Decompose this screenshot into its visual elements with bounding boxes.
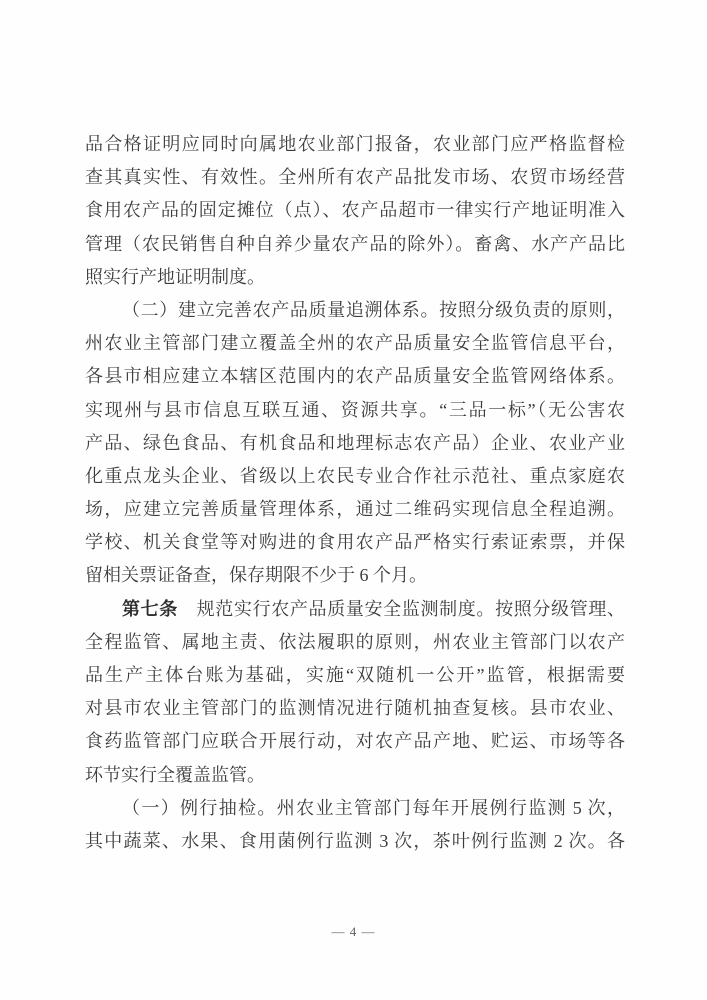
text-line: 州农业主管部门建立覆盖全州的农产品质量安全监管信息平台， (85, 333, 625, 354)
text-line: 食用农产品的固定摊位（点）、农产品超市一律实行产地证明准入 (85, 200, 625, 221)
text-line: 化重点龙头企业、省级以上农民专业合作社示范社、重点家庭农 (85, 465, 625, 486)
text-line: 查其真实性、有效性。全州所有农产品批发市场、农贸市场经营 (85, 167, 625, 188)
article-number-label: 第七条 (122, 598, 178, 619)
text-line-paragraph-start: （一）例行抽检。州农业主管部门每年开展例行监测 5 次， (122, 797, 625, 818)
text-line: 实现州与县市信息互联互通、资源共享。“三品一标”（无公害农 (85, 399, 625, 420)
text-line: 学校、机关食堂等对购进的食用农产品严格实行索证索票，并保 (85, 532, 625, 553)
article-heading-text: 规范实行农产品质量安全监测制度。按照分级管理、 (177, 598, 625, 619)
text-line: 对县市农业主管部门的监测情况进行随机抽查复核。县市农业、 (85, 698, 625, 719)
text-line: 各县市相应建立本辖区范围内的农产品质量安全监管网络体系。 (85, 366, 625, 387)
text-line: 场，应建立完善质量管理体系，通过二维码实现信息全程追溯。 (85, 499, 625, 520)
document-body (85, 128, 625, 858)
text-line: 全程监管、属地主责、依法履职的原则，州农业主管部门以农产 (85, 631, 625, 652)
page-number: — 4 — (331, 924, 376, 939)
text-line: 照实行产地证明制度。 (85, 266, 265, 287)
text-line: 管理（农民销售自种自养少量农产品的除外）。畜禽、水产产品比 (85, 233, 625, 254)
text-line-article-heading (85, 593, 625, 626)
text-line: 其中蔬菜、水果、食用菌例行监测 3 次，茶叶例行监测 2 次。各 (85, 830, 625, 851)
text-line: 食药监管部门应联合开展行动，对农产品产地、贮运、市场等各 (85, 731, 625, 752)
text-line: 环节实行全覆盖监管。 (85, 764, 265, 785)
text-line: 产品、绿色食品、有机食品和地理标志农产品）企业、农业产业 (85, 432, 625, 453)
text-line-paragraph-start: （二）建立完善农产品质量追溯体系。按照分级负责的原则， (122, 299, 625, 320)
text-line: 品生产主体台账为基础，实施“双随机一公开”监管，根据需要 (85, 665, 625, 685)
text-line: 留相关票证备查，保存期限不少于 6 个月。 (85, 565, 427, 586)
text-line: 品合格证明应同时向属地农业部门报备，农业部门应严格监督检 (85, 134, 625, 154)
page-footer (0, 924, 707, 940)
